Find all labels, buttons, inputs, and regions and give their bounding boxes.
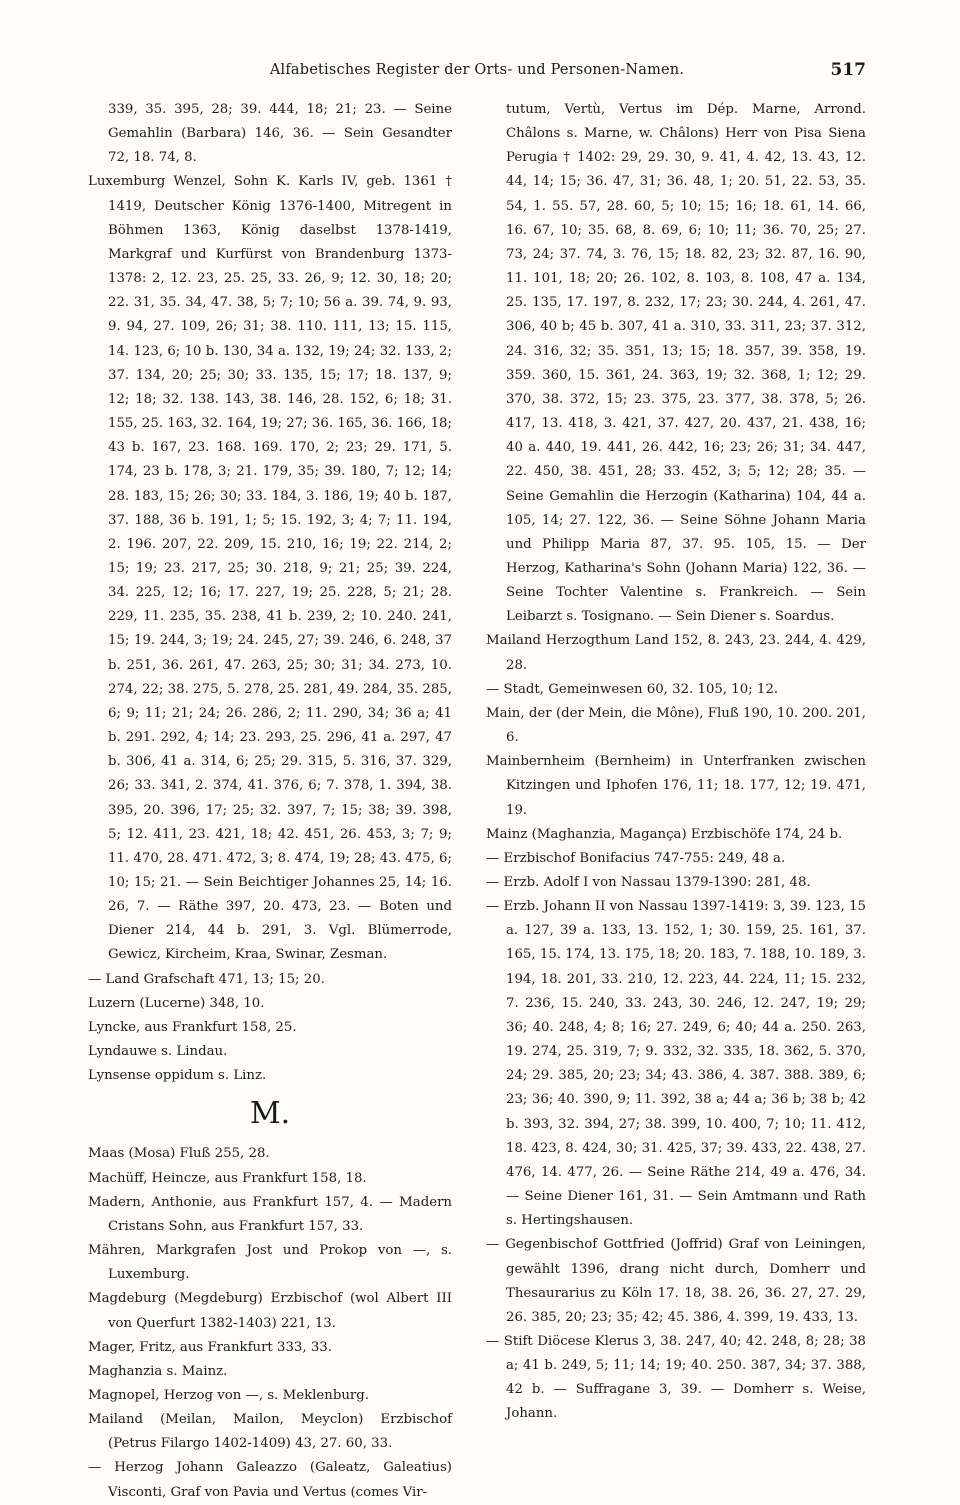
index-entry: Magnopel, Herzog von —, s. Meklenburg. — [88, 1387, 370, 1403]
index-entry: Machüff, Heincze, aus Frankfurt 158, 18. — [88, 1170, 367, 1186]
index-entry: Madern, Anthonie, aus Frankfurt 157, 4. — Madern Cristans Sohn, aus Frankfurt 157, 33. — [88, 1194, 452, 1234]
index-entry: — Erzbischof Bonifacius 747-755: 249, 48 a. — [486, 850, 786, 866]
index-entry: — Stadt, Gemeinwesen 60, 32. 105, 10; 12. — [486, 681, 779, 697]
index-entry-continuation: tutum, Vertù, Vertus im Dép. Marne, Arrond. Châlons s. Marne, w. Châlons) Herr von Pisa Siena Perugia † 1402: 29, 29. 30, 9. 41, 4. 42, 13. 43, 12. 44, 14; 15; 36. 47, 31; 36. 48, 1; 20. 51, 22. 53, 35. 54, 1. 55. 57, 28. 60, 5; 10; 15; 16; 18. 61, 14. 66, 16. 67, 10; 35. 68, 8. 69, 6; 10; 11; 36. 70, 25; 27. 73, 24; 37. 74, 3. 76, 15; 18. 82, 23; 32. 87, 16. 90, 11. 101, 18; 20; 26. 102, 8. 103, 8. 108, 47 a. 134, 25. 135, 17. 197, 8. 232, 17; 23; 30. 244, 4. 261, 47. 306, 40 b; 45 b. 307, 41 a. 310, 33. 311, 23; 37. 312, 24. 316, 32; 35. 351, 13; 15; 18. 357, 39. 358, 19. 359. 360, 15. 361, 24. 363, 19; 32. 368, 1; 12; 29. 370, 38. 372, 15; 23. 375, 23. 377, 38. 378, 5; 26. 417, 13. 418, 3. 421, 37. 427, 20. 437, 21. 438, 16; 40 a. 440, 19. 441, 26. 442, 16; 23; 26; 31; 34. 447, 22. 450, 38. 451, 28; 33. 452, 3; 5; 12; 28; 35. — Seine Gemahlin die Herzogin (Katharina) 104, 44 a. 105, 14; 27. 122, 36. — Seine Söhne Johann Maria und Philipp Maria 87, 37. 95. 105, 15. — Der Herzog, Katharina's Sohn (Johann Maria) 122, 36. — Seine Tochter Valentine s. Frankreich. — Sein Leibarzt s. Tosignano. — Sein Diener s. Soardus. — [506, 102, 866, 625]
index-entry: — Gegenbischof Gottfried (Joffrid) Graf von Leiningen, gewählt 1396, drang nicht durch, Domherr und Thesaurarius zu Köln 17. 18, 38. 26, 36. 27, 27. 29, 26. 385, 20; 23; 35; 42; 45. 386, 4. 399, 19. 433, 13. — [486, 1237, 866, 1325]
running-head — [88, 62, 866, 84]
page-number: 517 — [830, 60, 866, 80]
index-entry-continuation: 339, 35. 395, 28; 39. 444, 18; 21; 23. — Seine Gemahlin (Barbara) 146, 36. — Sein Gesandter 72, 18. 74, 8. — [108, 102, 452, 166]
index-entry: Magdeburg (Megdeburg) Erzbischof (wol Albert III von Querfurt 1382-1403) 221, 13. — [88, 1291, 452, 1331]
index-entry: Lyndauwe s. Lindau. — [88, 1044, 228, 1060]
index-entry: Lyncke, aus Frankfurt 158, 25. — [88, 1019, 297, 1035]
left-entries-after — [88, 1142, 452, 1504]
running-title: Alfabetisches Register der Orts- und Personen-Namen. — [269, 62, 685, 78]
index-entry: — Erzb. Adolf I von Nassau 1379-1390: 281, 48. — [486, 875, 811, 890]
index-entry: — Erzb. Johann II von Nassau 1397-1419: 3, 39. 123, 15 a. 127, 39 a. 133, 13. 152, 1; 30. 159, 25. 161, 37. 165, 15. 174, 13. 175, 18; 20. 183, 7. 188, 10. 189, 3. 194, 18. 201, 33. 210, 12. 223, 44. 224, 11; 15. 232, 7. 236, 15. 240, 33. 243, 30. 246, 12. 247, 19; 29; 36; 40. 248, 4; 8; 16; 27. 249, 6; 40; 44 a. 250. 263, 19. 274, 25. 319, 7; 9. 332, 32. 335, 18. 362, 5. 370, 24; 29. 385, 20; 23; 34; 43. 386, 4. 387. 388. 389, 6; 23; 36; 40. 390, 9; 11. 392, 38 a; 44 a; 36 b; 38 b; 42 b. 393, 32. 394, 27; 38. 399, 10. 400, 7; 10; 11. 412, 18. 423, 8. 424, 30; 31. 425, 37; 39. 433, 22. 438, 27. 476, 14. 477, 26. — Seine Räthe 214, 49 a. 476, 34. — Seine Diener 161, 31. — Sein Amtmann und Rath s. Hertingshausen. — [486, 899, 866, 1229]
index-entry: Mailand (Meilan, Mailon, Meyclon) Erzbischof (Petrus Filargo 1402-1409) 43, 27. 60, 33. — [88, 1412, 452, 1452]
index-entry: Mähren, Markgrafen Jost und Prokop von —, s. Luxemburg. — [88, 1243, 452, 1283]
left-entries-before — [88, 98, 452, 1088]
right-entries — [486, 98, 866, 1427]
index-entry: Main, der (der Mein, die Mône), Fluß 190, 10. 200. 201, 6. — [486, 705, 866, 746]
index-entry: Maghanzia s. Mainz. — [88, 1363, 228, 1379]
left-column — [88, 98, 452, 1505]
index-entry: Lynsense oppidum s. Linz. — [88, 1068, 267, 1084]
index-entry: Luzern (Lucerne) 348, 10. — [88, 995, 265, 1011]
index-entry: Mager, Fritz, aus Frankfurt 333, 33. — [88, 1339, 332, 1355]
index-entry: Mailand Herzogthum Land 152, 8. 243, 23. 244, 4. 429, 28. — [486, 633, 866, 673]
index-entry: — Herzog Johann Galeazzo (Galeatz, Galeatius) Visconti, Graf von Pavia und Vertus (comes Vir- — [88, 1460, 452, 1500]
index-entry: Mainz (Maghanzia, Magança) Erzbischöfe 174, 24 b. — [486, 826, 843, 842]
index-entry: Maas (Mosa) Fluß 255, 28. — [88, 1146, 270, 1162]
index-entry: — Stift Diöcese Klerus 3, 38. 247, 40; 42. 248, 8; 28; 38 a; 41 b. 249, 5; 11; 14; 19; 40. 250. 387, 34; 37. 388, 42 b. — Suffragane 3, 39. — Domherr s. Weise, Johann. — [486, 1333, 866, 1422]
index-entry: Mainbernheim (Bernheim) in Unterfranken zwischen Kitzingen und Iphofen 176, 11; 18. 177, 12; 19. 471, 19. — [486, 754, 866, 818]
section-letter-heading: M. — [249, 1096, 291, 1132]
right-column — [486, 98, 866, 1427]
index-entry: Luxemburg Wenzel, Sohn K. Karls IV, geb. 1361 † 1419, Deutscher König 1376-1400, Mitregent in Böhmen 1363, König daselbst 1378-1419, Markgraf und Kurfürst von Brandenburg 1373-1378: 2, 12. 23, 25. 25, 33. 26, 9; 12. 30, 18; 20; 22. 31, 35. 34, 47. 38, 5; 7; 10; 56 a. 39. 74, 9. 93, 9. 94, 27. 109, 26; 31; 38. 110. 111, 13; 15. 115, 14. 123, 6; 10 b. 130, 34 a. 132, 19; 24; 32. 133, 2; 37. 134, 20; 25; 30; 33. 135, 15; 17; 18. 137, 9; 12; 18; 32. 138. 143, 38. 146, 28. 152, 6; 18; 31. 155, 25. 163, 32. 164, 19; 27; 36. 165, 36. 166, 18; 43 b. 167, 23. 168. 169. 170, 2; 23; 29. 171, 5. 174, 23 b. 178, 3; 21. 179, 35; 39. 180, 7; 12; 14; 28. 183, 15; 26; 30; 33. 184, 3. 186, 19; 40 b. 187, 37. 188, 36 b. 191, 1; 5; 15. 192, 3; 4; 7; 11. 194, 2. 196. 207, 22. 209, 15. 210, 16; 19; 22. 214, 2; 15; 19; 23. 217, 25; 30. 218, 9; 21; 25; 39. 224, 34. 225, 12; 16; 17. 227, 19; 25. 228, 5; 21; 28. 229, 11. 235, 35. 238, 41 b. 239, 2; 10. 240. 241, 15; 19. 244, 3; 19; 24. 245, 27; 39. 246, 6. 248, 37 b. 251, 36. 261, 47. 263, 25; 30; 31; 34. 273, 10. 274, 22; 38. 275, 5. 278, 25. 281, 49. 284, 35. 285, 6; 9; 11; 21; 24; 26. 286, 2; 11. 290, 34; 36 a; 41 b. 291. 292, 4; 14; 23. 293, 25. 296, 41 a. 297, 47 b. 306, 41 a. 314, 6; 25; 29. 315, 5. 316, 37. 329, 26; 33. 341, 2. 374, 41. 376, 6; 7. 378, 1. 394, 38. 395, 20. 396, 17; 25; 32. 397, 7; 15; 38; 39. 398, 5; 12. 411, 23. 421, 18; 42. 451, 26. 453, 3; 7; 9; 11. 470, 28. 471. 472, 3; 8. 474, 19; 28; 43. 475, 6; 10; 15; 21. — Sein Beichtiger Johannes 25, 14; 16. 26, 7. — Räthe 397, 20. 473, 23. — Boten und Diener 214, 44 b. 291, 3. Vgl. Blümerrode, Gewicz, Kircheim, Kraa, Swinar, Zesman. — [88, 174, 452, 963]
index-entry: — Land Grafschaft 471, 13; 15; 20. — [88, 971, 325, 987]
